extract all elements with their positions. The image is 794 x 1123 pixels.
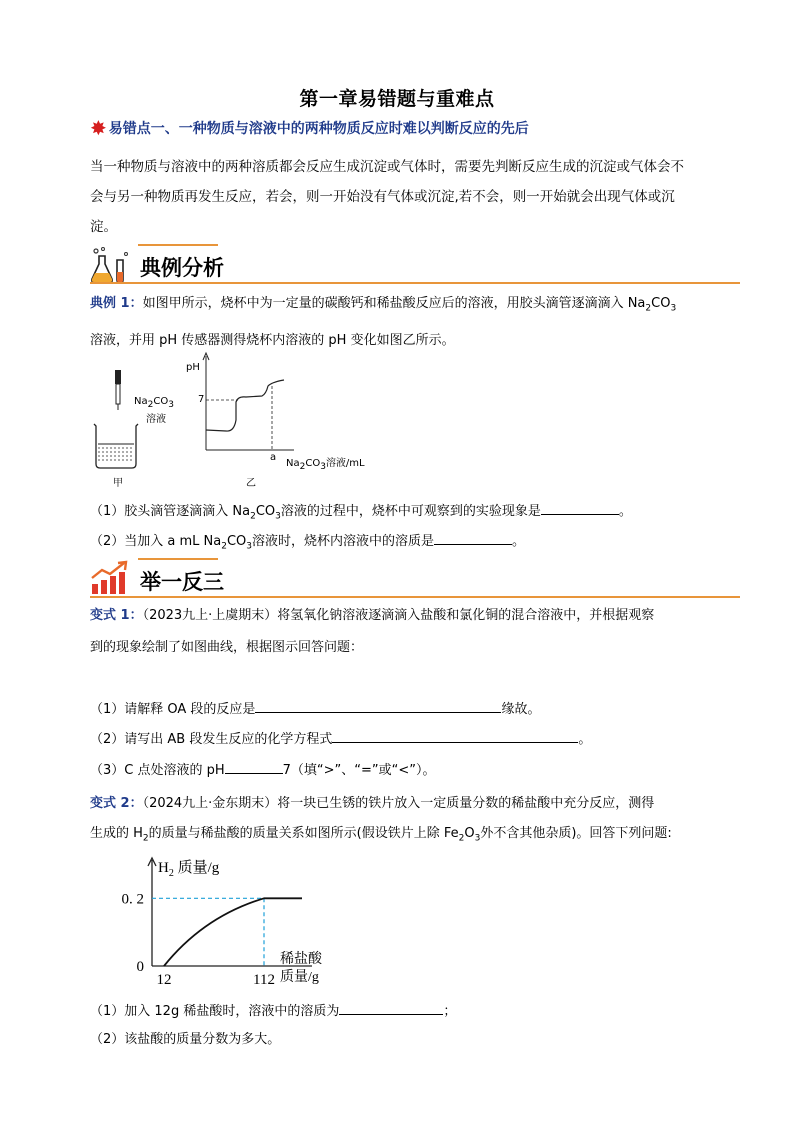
y-axis-label: $H_2$ 质量/g xyxy=(158,860,220,879)
intro-line: 淀。 xyxy=(90,219,117,235)
trend-chart-icon xyxy=(90,560,132,596)
section-title: 举一反三 xyxy=(140,570,224,594)
dropper-label: $Na_2CO_3$ xyxy=(134,396,174,410)
ph-axis-label: pH xyxy=(186,362,200,373)
variant2-question-2: （2）该盐酸的质量分数为多大。 xyxy=(90,1032,281,1047)
star-icon: ✸ xyxy=(90,116,107,140)
section-topline xyxy=(138,244,218,246)
example1-question-1: （1）胶头滴管逐滴滴入 $Na_2CO_3$溶液的过程中，烧杯中可观察到的实验现象是 。 xyxy=(90,500,632,527)
x-axis-label-line2: 质量/g xyxy=(280,970,319,985)
example1-line: 如图甲所示，烧杯中为一定量的碳酸钙和稀盐酸反应后的溶液，用胶头滴管逐滴滴入 Na xyxy=(142,296,646,311)
answer-blank[interactable] xyxy=(255,698,501,713)
x-tick-label: 112 xyxy=(253,972,275,988)
variant1-question-3: （3）C 点处溶液的 pH 7（填“>”、“=”或“<”）。 xyxy=(90,759,436,781)
answer-blank[interactable] xyxy=(434,530,512,545)
answer-blank[interactable] xyxy=(339,1000,443,1015)
x-tick-label: 12 xyxy=(156,972,172,988)
section-header-examples xyxy=(90,244,740,286)
variant1-question-2: （2）请写出 AB 段发生反应的化学方程式 。 xyxy=(90,728,591,750)
variant1-question-1: （1）请解释 OA 段的反应是 缘故。 xyxy=(90,698,540,720)
figure-yi-label: 乙 xyxy=(246,478,256,489)
section-divider xyxy=(90,596,740,598)
section-divider xyxy=(90,282,740,284)
ph-x-axis-label: $Na_2CO_3$溶液/mL xyxy=(286,458,365,472)
ph-curve-figure xyxy=(186,350,296,460)
intro-line: 当一种物质与溶液中的两种溶质都会反应生成沉淀或气体时，需要先判断反应生成的沉淀或气体会不 xyxy=(90,159,684,175)
h2-mass-chart xyxy=(100,850,360,990)
section-header-practice xyxy=(90,558,740,600)
section-topline xyxy=(138,558,218,560)
beaker-icon xyxy=(94,424,138,468)
answer-blank[interactable] xyxy=(332,728,578,743)
answer-blank[interactable] xyxy=(541,500,619,515)
section-title: 典例分析 xyxy=(140,256,224,280)
variant2-text: 变式 2：（2024九上·金东期末）将一块已生锈的铁片放入一定质量分数的稀盐酸中充分反应，测得 生成的 $H_2$的质量与稀盐酸的质量关系如图所示(假设铁片上除 $Fe_2O_3$外不含其他杂质)。回答下列问题: xyxy=(90,796,672,844)
example1-text: 典例 1：如图甲所示，烧杯中为一定量的碳酸钙和稀盐酸反应后的溶液，用胶头滴管逐滴滴入 $Na_2CO_3$ 溶液，并用 pH 传感器测得烧杯内溶液的 pH 变化如图乙所示。 xyxy=(90,294,720,351)
variant2-label: 变式 2： xyxy=(90,796,143,811)
y-tick-label: 0. 2 xyxy=(121,891,144,908)
variant2-question-1: （1）加入 12g 稀盐酸时，溶液中的溶质为 ； xyxy=(90,1000,456,1022)
point-heading-text: 易错点一、一种物质与溶液中的两种物质反应时难以判断反应的先后 xyxy=(108,121,529,137)
y-tick-label: 0 xyxy=(136,959,144,975)
example1-label: 典例 1： xyxy=(90,296,143,311)
example1-question-2: （2）当加入 a mL $Na_2CO_3$溶液时，烧杯内溶液中的溶质是 。 xyxy=(90,530,525,557)
dropper-label-solution: 溶液 xyxy=(146,414,166,425)
intro-line: 会与另一种物质再发生反应，若会，则一开始没有气体或沉淀,若不会，则一开始就会出现气体或沉 xyxy=(90,189,675,205)
page-title: 第一章易错题与重难点 xyxy=(299,88,495,110)
dropper-icon xyxy=(115,370,121,410)
ph-tick-7: 7 xyxy=(198,394,205,405)
variant1-label: 变式 1： xyxy=(90,608,143,623)
point-heading xyxy=(90,118,529,138)
variant1-text: 变式 1：（2023九上·上虞期末）将氢氧化钠溶液逐滴滴入盐酸和氯化铜的混合溶液中，并根据观察 到的现象绘制了如图曲线，根据图示回答问题： xyxy=(90,608,655,655)
intro-paragraph xyxy=(90,152,710,242)
x-tick-a: a xyxy=(270,452,277,463)
example1-line: 溶液，并用 pH 传感器测得烧杯内溶液的 pH 变化如图乙所示。 xyxy=(90,332,455,348)
figure-jia-label: 甲 xyxy=(113,478,123,489)
lab-flask-icon xyxy=(90,246,132,284)
answer-blank[interactable] xyxy=(225,759,283,774)
x-axis-label-line1: 稀盐酸 xyxy=(280,952,322,967)
